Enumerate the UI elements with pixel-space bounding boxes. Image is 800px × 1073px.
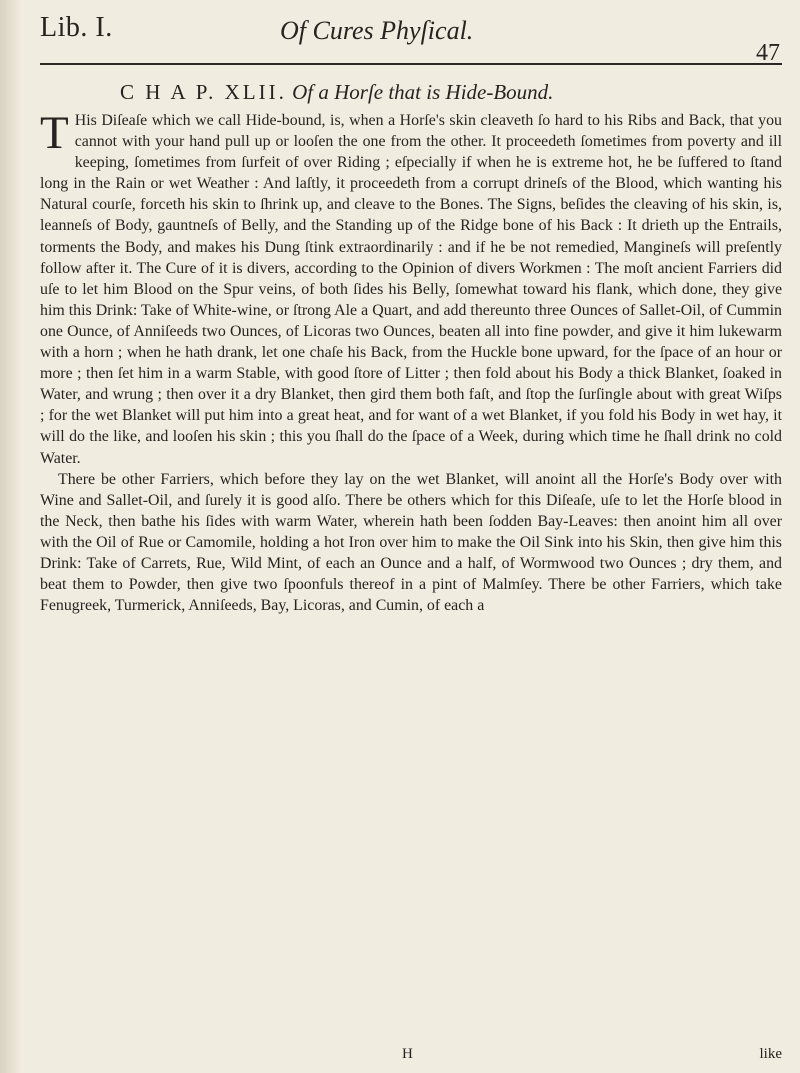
header-rule [40, 63, 782, 65]
running-title: Of Cures Phyſical. [280, 16, 474, 45]
body-text [40, 107, 782, 616]
page-gutter-shadow [0, 0, 22, 1073]
running-head [40, 4, 780, 84]
page-footer [40, 1046, 782, 1070]
drop-initial: T [40, 107, 69, 159]
paragraph: There be other Farriers, which before they lay on the wet Blanket, will anoint all the Horſe's Body over with Wine and Sallet-Oil, and ſurely it is good alſo. There be others which for this Diſeaſe, uſe to let the Horſe blood in the Neck, then bathe his ſides with warm Water, wherein hath been ſodden Bay-Leaves: then anoint him all over with the Oil of Rue or Camomile, holding a hot Iron over him to make the Oil Sink into his Skin, then give him this Drink: Take of Carrets, Rue, Wild Mint, of each an Ounce and a half, of Wormwood two Ounces ; dry them, and beat them to Powder, then give two ſpoonfuls thereof in a pint of Malmſey. There be other Farriers, which take Fenugreek, Turmerick, Anniſeeds, Bay, Licoras, and Cumin, of each a [40, 470, 782, 615]
paragraph [40, 107, 782, 469]
chapter-heading [120, 80, 553, 105]
paragraph-text: His Diſeaſe which we call Hide-bound, is, when a Horſe's skin cleaveth ſo hard to his Ribs and Back, that you cannot with your hand pull up or looſen the one from the other. It proceedeth ſometimes from poverty and ill keeping, ſometimes from ſurfeit of over Riding ; eſpecially if when he is extreme hot, he be ſuffered to ſtand long in the Rain or wet Weather : And laſtly, it proceedeth from a corrupt drineſs of the Blood, which wanting his Natural courſe, forceth his skin to ſhrink up, and cleave to the Bones. The Signs, beſides the cleaving of his skin, is, leanneſs of Body, gauntneſs of Belly, and the Standing up of the Ridge bone of his Back : It drieth up the Entrails, torments the Body, and makes his Dung ſtink extraordinarily : and if he be not remedied, Mangineſs will preſently follow after it. The Cure of it is divers, according to the Opinion of divers Workmen : The moſt ancient Farriers did uſe to let him Blood on the Spur veins, of both ſides his Belly, ſomewhat toward his flank, which done, they give him this Drink: Take of White-wine, or ſtrong Ale a Quart, and add thereunto three Ounces of Sallet-Oil, of Cummin one Ounce, of Anniſeeds two Ounces, of Licoras two Ounces, beaten all into fine powder, and give it him lukewarm with a horn ; when he hath drank, let one chaſe his Back, from the Huckle bone upward, for the ſpace of an hour or more ; then ſet him in a warm Stable, with good ſtore of Litter ; then fold about his Body a thick Blanket, ſoaked in Water, and wrung ; then over it a dry Blanket, then gird them both faſt, and ſtop the ſurſingle about with great Wiſps ; for the wet Blanket will put him into a great heat, and for want of a wet Blanket, if you fold his Body in wet hay, it will do the like, and looſen his skin ; this you ſhall do the ſpace of a Week, during which time he ſhall drink no cold Water. [40, 112, 782, 467]
chapter-title: Of a Horſe that is Hide-Bound. [292, 80, 554, 104]
page-number: 47 [756, 40, 780, 66]
catchword: like [759, 1046, 782, 1062]
book-section-label: Lib. I. [40, 12, 113, 43]
signature-mark: H [402, 1046, 413, 1062]
chapter-label: C H A P. XLII. [120, 80, 287, 104]
